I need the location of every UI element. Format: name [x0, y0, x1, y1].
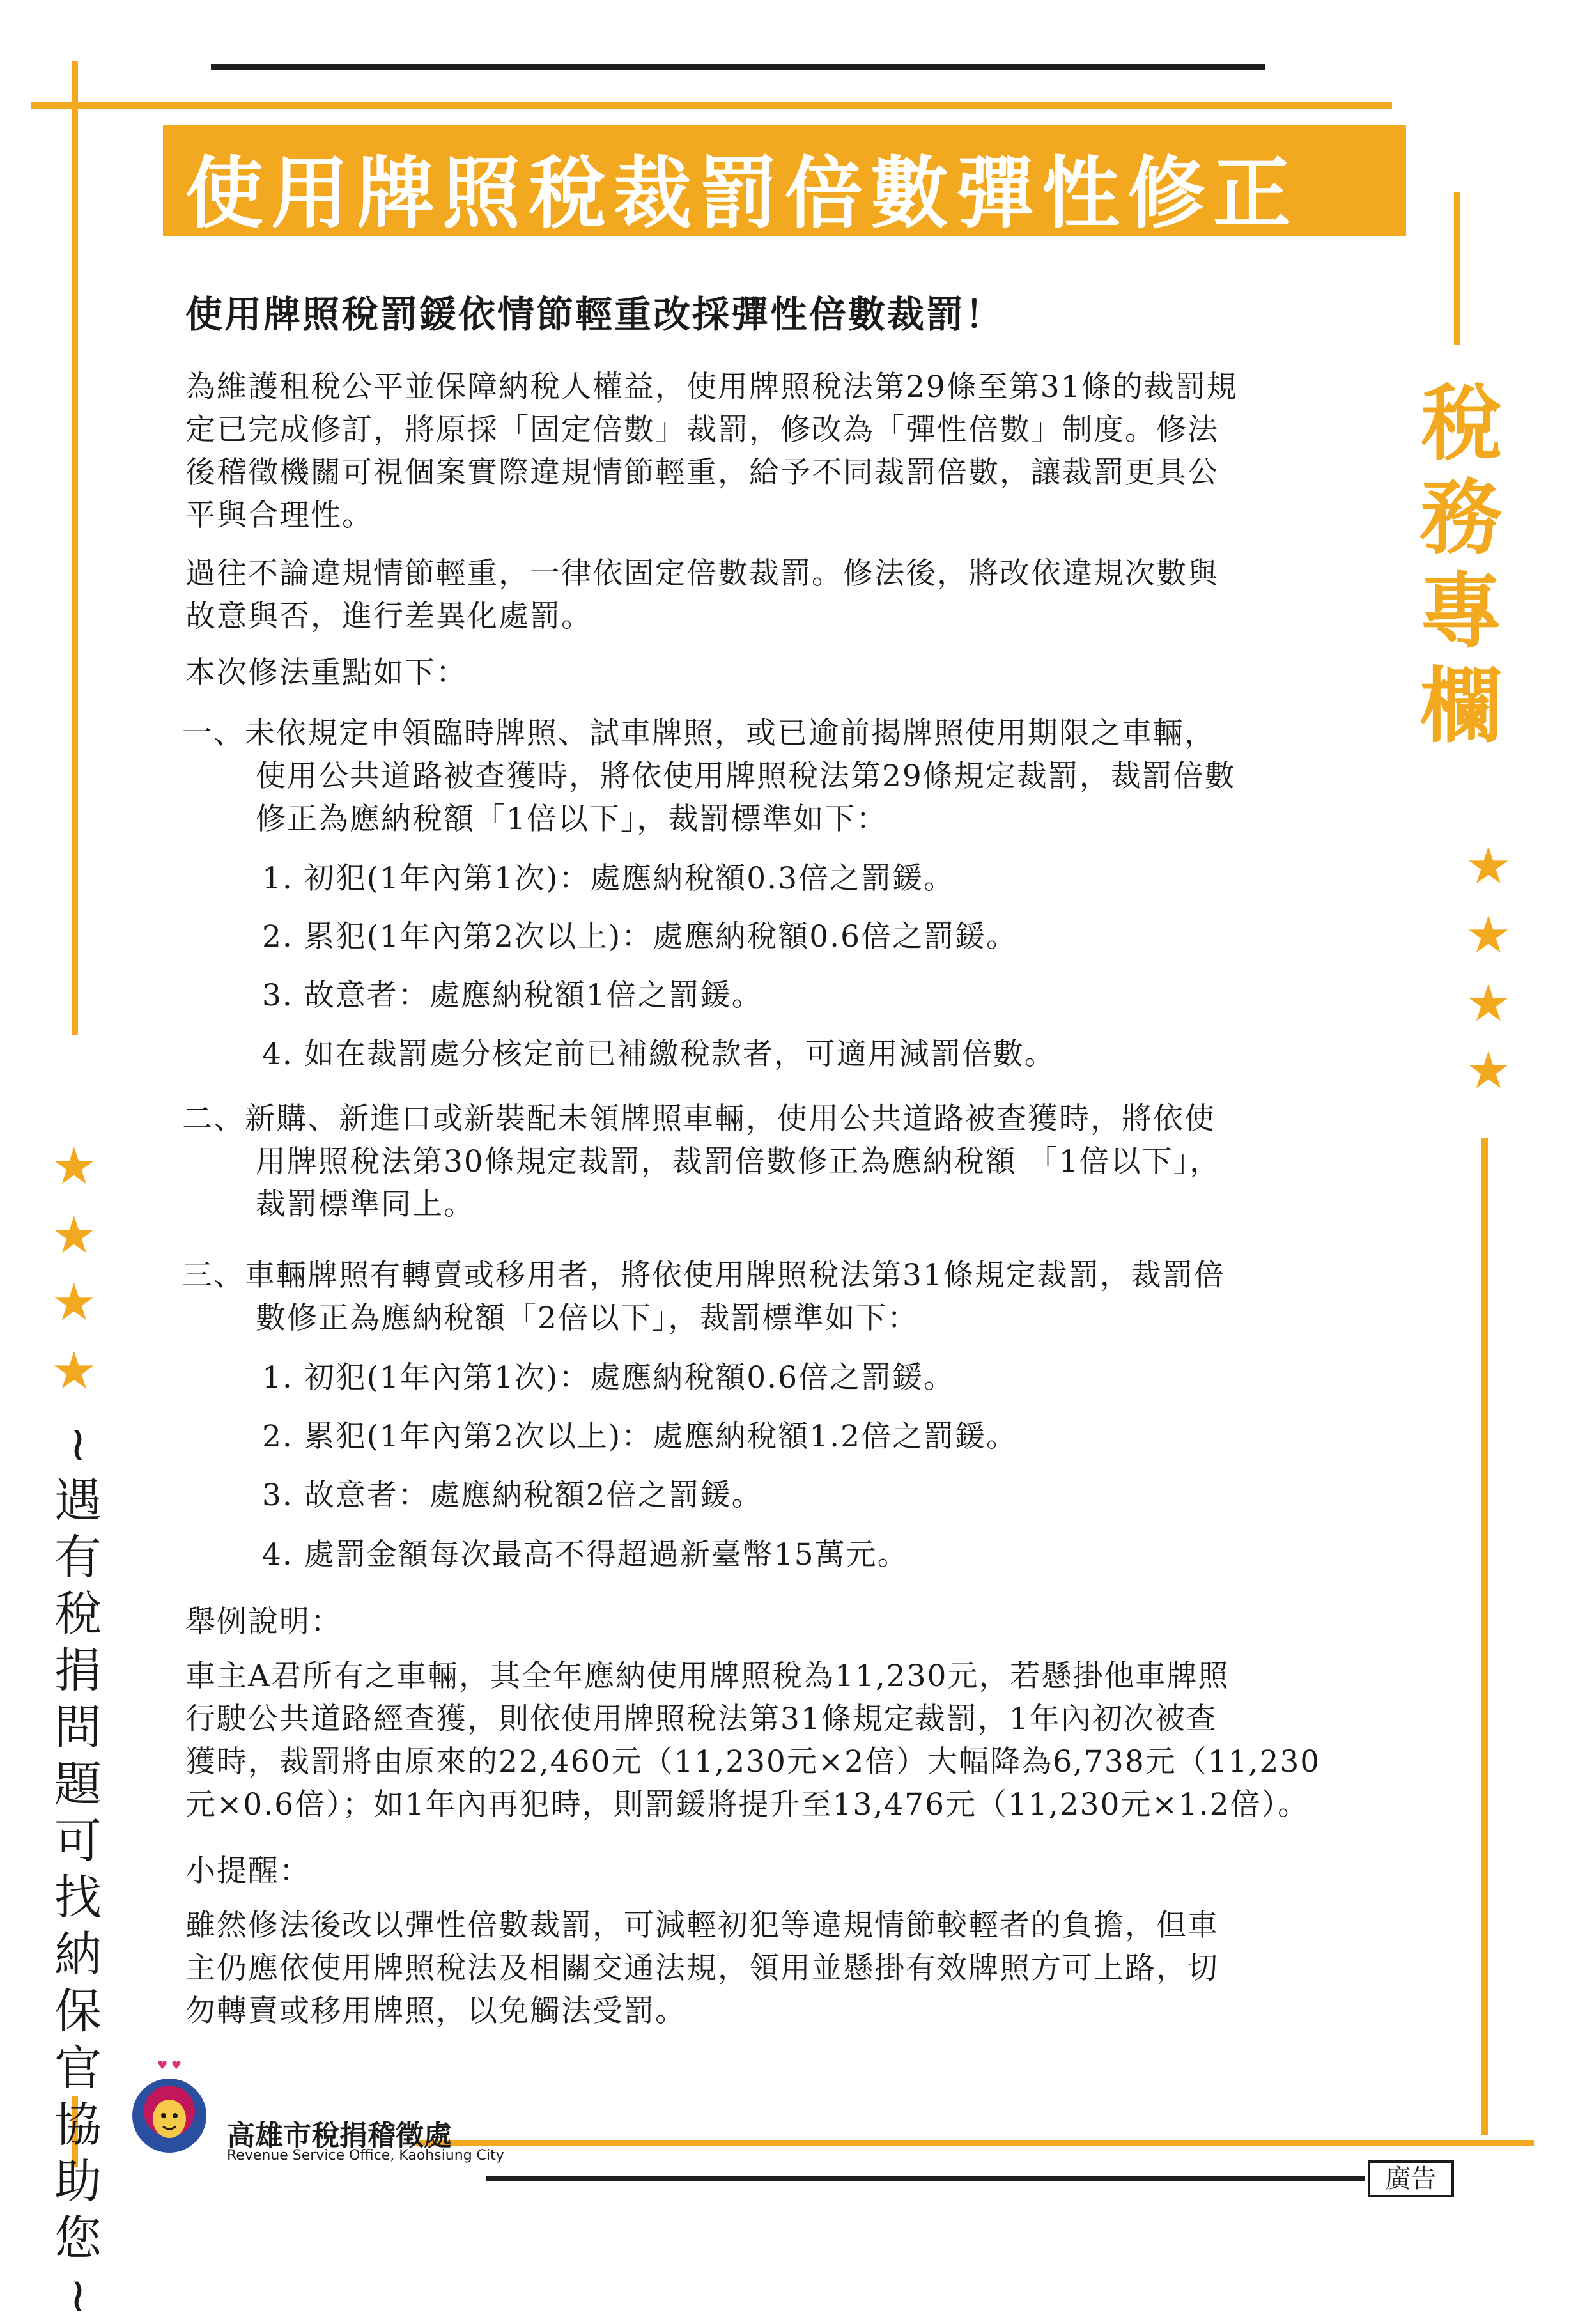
- star-icon: ★: [51, 1273, 97, 1332]
- frame-line-right-upper: [1454, 192, 1460, 345]
- column-label-char: 專: [1420, 564, 1503, 660]
- example-line: 獲時，裁罰將由原來的22,460元（11,230元×2倍）大幅降為6,738元（11,230: [185, 1744, 1321, 1779]
- star-icon: ★: [51, 1341, 97, 1400]
- tagline-char: ≀: [69, 1416, 87, 1471]
- section-1-line: 使用公共道路被查獲時，將依使用牌照稅法第29條規定裁罰，裁罰倍數: [256, 759, 1236, 794]
- column-label-char: 稅: [1420, 376, 1503, 472]
- section-2-line: 裁罰標準同上。: [256, 1187, 475, 1222]
- section-1-item: 3. 故意者：處應納稅額1倍之罰鍰。: [262, 978, 763, 1013]
- tagline-char: 找: [54, 1870, 102, 1926]
- tagline-char: 您: [54, 2211, 102, 2266]
- section-1-item: 2. 累犯(1年內第2次以上)：處應納稅額0.6倍之罰鍰。: [262, 919, 1018, 954]
- tagline-char: 遇: [54, 1473, 102, 1528]
- svg-text:♥ ♥: ♥ ♥: [157, 2059, 182, 2072]
- section-3-item: 2. 累犯(1年內第2次以上)：處應納稅額1.2倍之罰鍰。: [262, 1419, 1018, 1454]
- intro-line: 後稽徵機關可視個案實際違規情節輕重，給予不同裁罰倍數，讓裁罰更具公: [185, 455, 1219, 490]
- section-3-item: 4. 處罰金額每次最高不得超過新臺幣15萬元。: [262, 1537, 909, 1572]
- section-3-line: 三、車輛牌照有轉賣或移用者，將依使用牌照稅法第31條規定裁罰，裁罰倍: [182, 1258, 1225, 1293]
- star-icon: ★: [51, 1205, 97, 1265]
- tagline-char: 助: [54, 2154, 102, 2210]
- mascot-logo: [125, 2055, 214, 2157]
- tagline-char: 官: [54, 2040, 102, 2096]
- section-1-item: 1. 初犯(1年內第1次)：處應納稅額0.3倍之罰鍰。: [262, 861, 955, 896]
- tagline-char: 題: [54, 1756, 102, 1812]
- example-line: 車主A君所有之車輛，其全年應納使用牌照稅為11,230元，若懸掛他車牌照: [185, 1659, 1230, 1694]
- column-label-vertical: [1420, 376, 1503, 754]
- key-points-heading: 本次修法重點如下：: [185, 655, 467, 690]
- column-label-char: 務: [1420, 470, 1503, 566]
- star-icon: ★: [1465, 973, 1512, 1033]
- example-line: 行駛公共道路經查獲，則依使用牌照稅法第31條規定裁罰，1年內初次被查: [185, 1701, 1218, 1737]
- tagline-char: 問: [54, 1700, 102, 1755]
- org-name: 高雄市稅捐稽徵處: [227, 2119, 452, 2152]
- tagline-char: 保: [54, 1983, 102, 2039]
- column-label-char: 欄: [1420, 658, 1503, 754]
- org-name-english: Revenue Service Office, Kaohsiung City: [227, 2148, 504, 2164]
- page-title: 使用牌照稅裁罰倍數彈性修正: [185, 148, 1299, 239]
- tagline-vertical: [46, 1416, 110, 2324]
- section-2-line: 用牌照稅法第30條規定裁罰，裁罰倍數修正為應納稅額 「1倍以下」，: [256, 1144, 1221, 1179]
- tagline-char: 捐: [54, 1643, 102, 1699]
- tagline-char: 協: [54, 2097, 102, 2153]
- bottom-black-rule: [486, 2176, 1365, 2181]
- intro-line: 為維護租稅公平並保障納稅人權益，使用牌照稅法第29條至第31條的裁罰規: [185, 369, 1238, 405]
- tagline-char: 可: [54, 1813, 102, 1869]
- subtitle: 使用牌照稅罰鍰依情節輕重改採彈性倍數裁罰！: [185, 293, 1005, 336]
- example-heading: 舉例說明：: [185, 1604, 342, 1639]
- intro-line: 定已完成修訂，將原採「固定倍數」裁罰，修改為「彈性倍數」制度。修法: [185, 412, 1219, 447]
- section-3-item: 1. 初犯(1年內第1次)：處應納稅額0.6倍之罰鍰。: [262, 1360, 955, 1395]
- past-practice-line: 過往不論違規情節輕重，一律依固定倍數裁罰。修法後，將改依違規次數與: [185, 556, 1219, 591]
- frame-line-right-lower: [1481, 1138, 1488, 2135]
- advertisement-label: 廣告: [1368, 2160, 1454, 2197]
- tip-heading: 小提醒：: [185, 1854, 311, 1889]
- frame-line-left-upper: [72, 61, 78, 1035]
- star-icon: ★: [1465, 836, 1512, 895]
- section-3-item: 3. 故意者：處應納稅額2倍之罰鍰。: [262, 1478, 763, 1513]
- top-black-rule: [211, 64, 1265, 70]
- tagline-char: 有: [54, 1530, 102, 1585]
- tip-line: 主仍應依使用牌照稅法及相關交通法規，領用並懸掛有效牌照方可上路，切: [185, 1951, 1219, 1986]
- tagline-char: 稅: [54, 1586, 102, 1642]
- tip-line: 勿轉賣或移用牌照，以免觸法受罰。: [185, 1994, 686, 2029]
- tagline-char: 納: [54, 1927, 102, 1983]
- section-1-item: 4. 如在裁罰處分核定前已補繳稅款者，可適用減罰倍數。: [262, 1037, 1056, 1072]
- section-1-line: 修正為應納稅額「1倍以下」，裁罰標準如下：: [256, 802, 888, 837]
- section-2-line: 二、新購、新進口或新裝配未領牌照車輛，使用公共道路被查獲時，將依使: [182, 1101, 1216, 1136]
- star-icon: ★: [1465, 905, 1512, 964]
- section-1-line: 一、未依規定申領臨時牌照、試車牌照，或已逾前揭牌照使用期限之車輛，: [182, 716, 1216, 751]
- frame-line-bottom: [415, 2140, 1534, 2146]
- intro-line: 平與合理性。: [185, 498, 373, 533]
- tagline-char: ≀: [69, 2267, 87, 2323]
- star-icon: ★: [1465, 1041, 1512, 1100]
- example-line: 元×0.6倍）；如1年內再犯時，則罰鍰將提升至13,476元（11,230元×1.2倍）。: [185, 1787, 1310, 1822]
- tip-line: 雖然修法後改以彈性倍數裁罰，可減輕初犯等違規情節較輕者的負擔，但車: [185, 1908, 1219, 1943]
- star-icon: ★: [51, 1136, 97, 1196]
- section-3-line: 數修正為應納稅額「2倍以下」，裁罰標準如下：: [256, 1301, 919, 1336]
- frame-line-top: [31, 102, 1392, 109]
- past-practice-line: 故意與否，進行差異化處罰。: [185, 599, 592, 634]
